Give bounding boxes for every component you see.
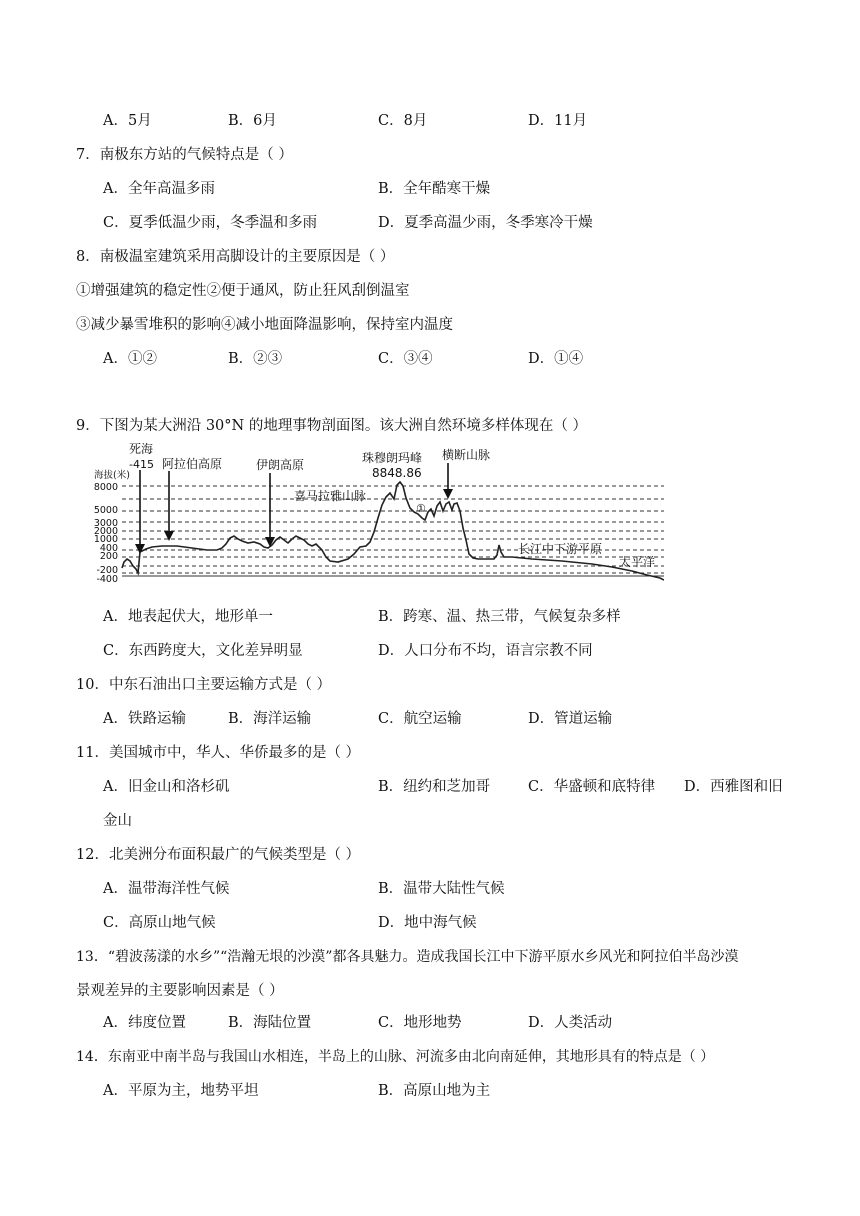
q10-stem: 10．中东石油出口主要运输方式是（ ） — [76, 677, 332, 693]
q7-option-d: D．夏季高温少雨，冬季寒冷干燥 — [378, 215, 593, 231]
q12-option-b: B．温带大陆性气候 — [378, 881, 505, 897]
q8-option-c: C．③④ — [378, 351, 433, 367]
q13-option-d: D．人类活动 — [528, 1015, 613, 1031]
y-tick-5000: 5000 — [93, 505, 118, 516]
y-tick-minus-400: -400 — [96, 574, 118, 585]
y-tick-3000: 3000 — [93, 518, 118, 529]
y-tick-minus-200: -200 — [96, 565, 118, 576]
himalaya-label: 喜马拉雅山脉 — [294, 489, 367, 503]
yangtze-plain-label: 长江中下游平原 — [518, 542, 603, 556]
q8-statements-2: ③减少暴雪堆积的影响④减小地面降温影响，保持室内温度 — [76, 317, 453, 333]
q13-option-b: B．海陆位置 — [228, 1015, 312, 1031]
q13-option-c: C．地形地势 — [378, 1015, 462, 1031]
q6-option-d: D．11月 — [528, 113, 588, 129]
circle-one-marker: ① — [416, 502, 426, 515]
q13-stem: 13．“碧波荡漾的水乡”“浩瀚无垠的沙漠”都各具魅力。造成我国长江中下游平原水乡风光和阿拉伯半岛沙漠 — [76, 949, 739, 965]
terrain-profile-diagram — [92, 440, 664, 586]
q12-stem: 12．北美洲分布面积最广的气候类型是（ ） — [76, 847, 361, 863]
q6-option-c: C．8月 — [378, 113, 428, 129]
q10-option-a: A．铁路运输 — [103, 711, 186, 727]
q6-option-b: B．6月 — [228, 113, 277, 129]
q7-option-c: C．夏季低温少雨，冬季温和多雨 — [103, 215, 318, 231]
y-axis-title: 海拔(米) — [94, 470, 130, 481]
q14-option-b: B．高原山地为主 — [378, 1083, 491, 1099]
dead-sea-arrow — [135, 470, 145, 554]
y-tick-200: 200 — [99, 551, 118, 562]
q12-option-c: C．高原山地气候 — [103, 915, 216, 931]
q7-option-a: A．全年高温多雨 — [103, 181, 215, 197]
y-tick-8000: 8000 — [93, 482, 118, 493]
q10-option-d: D．管道运输 — [528, 711, 613, 727]
everest-label: 珠穆朗玛峰 — [362, 451, 423, 465]
y-tick-2000: 2000 — [93, 526, 118, 537]
q10-option-b: B．海洋运输 — [228, 711, 312, 727]
q8-statements-1: ①增强建筑的稳定性②便于通风，防止狂风刮倒温室 — [76, 283, 410, 299]
q11-stem: 11．美国城市中，华人、华侨最多的是（ ） — [76, 745, 361, 761]
q7-option-b: B．全年酷寒干燥 — [378, 181, 491, 197]
q8-option-a: A．①② — [103, 351, 157, 367]
q13-option-a: A．纬度位置 — [103, 1015, 186, 1031]
q11-option-c: C．华盛顿和底特律 — [528, 779, 656, 795]
hengduan-mountains-label: 横断山脉 — [442, 448, 491, 462]
q11-option-d-wrap: 金山 — [103, 813, 132, 829]
q11-option-b: B．纽约和芝加哥 — [378, 779, 491, 795]
q7-stem: 7．南极东方站的气候特点是（ ） — [76, 147, 293, 163]
iranian-plateau-arrow — [265, 473, 275, 547]
q9-option-d: D．人口分布不均，语言宗教不同 — [378, 643, 593, 659]
q14-stem: 14．东南亚中南半岛与我国山水相连，半岛上的山脉、河流多由北向南延伸，其地形具有的特点是（ ） — [76, 1049, 715, 1065]
q13-stem-continued: 景观差异的主要影响因素是（ ） — [76, 983, 284, 999]
q8-stem: 8．南极温室建筑采用高脚设计的主要原因是（ ） — [76, 249, 395, 265]
q9-option-b: B．跨寒、温、热三带，气候复杂多样 — [378, 609, 621, 625]
y-tick-1000: 1000 — [93, 534, 118, 545]
terrain-profile-line — [122, 482, 664, 580]
q8-option-b: B．②③ — [228, 351, 283, 367]
q8-option-d: D．①④ — [528, 351, 584, 367]
q12-option-a: A．温带海洋性气候 — [103, 881, 230, 897]
q12-option-d: D．地中海气候 — [378, 915, 477, 931]
q9-option-a: A．地表起伏大，地形单一 — [103, 609, 273, 625]
q6-option-a: A．5月 — [103, 113, 152, 129]
q9-stem: 9．下图为某大洲沿 30°N 的地理事物剖面图。该大洲自然环境多样体现在（ ） — [76, 418, 587, 434]
q11-option-a: A．旧金山和洛杉矶 — [103, 779, 230, 795]
hengduan-mountains-arrow — [443, 463, 453, 499]
everest-height-label: 8848.86 — [372, 466, 422, 480]
iranian-plateau-label: 伊朗高原 — [256, 458, 305, 472]
q9-option-c: C．东西跨度大，文化差异明显 — [103, 643, 303, 659]
q10-option-c: C．航空运输 — [378, 711, 462, 727]
arabian-plateau-arrow — [164, 471, 174, 541]
q14-option-a: A．平原为主，地势平坦 — [103, 1083, 259, 1099]
q11-option-d: D．西雅图和旧 — [684, 779, 783, 795]
elevation-gridlines — [122, 486, 664, 573]
dead-sea-label: 死海 — [129, 442, 154, 456]
pacific-ocean-label: 太平洋 — [619, 555, 656, 569]
dead-sea-depth-label: -415 — [129, 458, 154, 471]
y-tick-400: 400 — [99, 543, 118, 554]
arabian-plateau-label: 阿拉伯高原 — [162, 457, 223, 471]
